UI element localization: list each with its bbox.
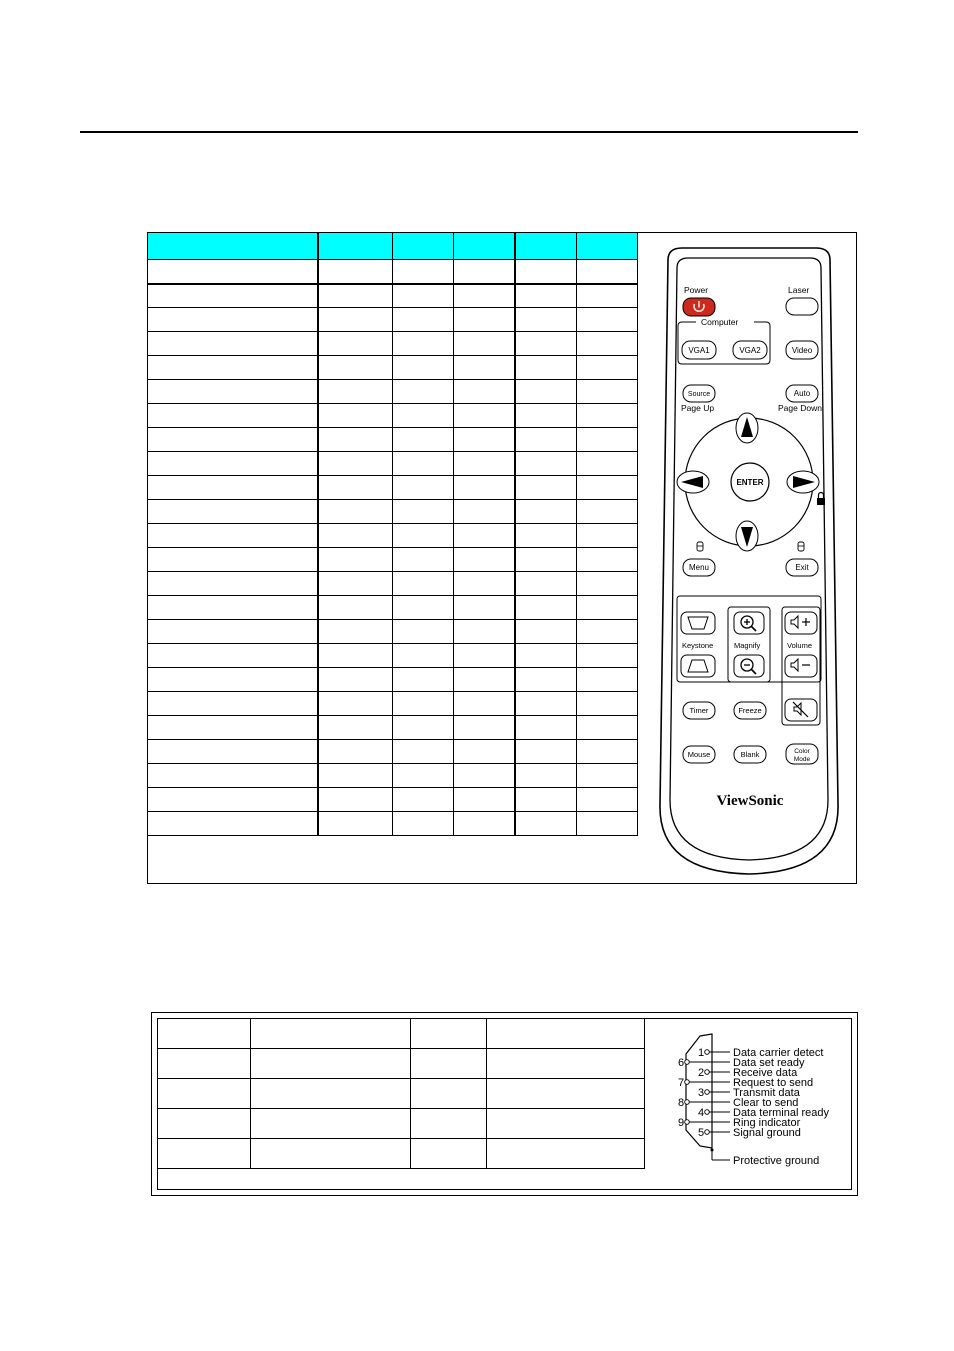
ir-table-cell [318, 476, 393, 500]
pin-table-cell [158, 1049, 251, 1079]
laser-button[interactable] [786, 298, 818, 315]
ir-table-cell [515, 404, 577, 428]
ir-table-cell [318, 716, 393, 740]
ir-table-cell [515, 716, 577, 740]
ir-table-cell [454, 428, 515, 452]
pin-table-cell [251, 1079, 411, 1109]
keystone-down-button[interactable] [681, 655, 715, 677]
computer-label: Computer [701, 317, 739, 327]
ir-table-cell [454, 764, 515, 788]
ir-table-cell [515, 692, 577, 716]
ir-table-cell [577, 476, 638, 500]
ir-table-row [148, 812, 638, 836]
ir-table-cell [318, 692, 393, 716]
magnify-out-button[interactable] [734, 655, 764, 677]
pin-table-cell [411, 1109, 487, 1139]
ir-table-header-row [148, 233, 638, 260]
ir-table-row [148, 524, 638, 548]
ir-table-cell [393, 764, 454, 788]
ir-table-cell [148, 596, 318, 620]
pin-table-cell [251, 1019, 411, 1049]
down-arrow-button[interactable] [736, 521, 758, 551]
keystone-label: Keystone [682, 641, 714, 650]
pin-number: 7 [678, 1077, 685, 1089]
ir-table-cell [148, 812, 318, 836]
ir-table-cell [577, 428, 638, 452]
pin-table-cell [411, 1019, 487, 1049]
ir-table-cell [577, 596, 638, 620]
ir-table-cell [577, 788, 638, 812]
ir-table-cell [515, 620, 577, 644]
pin-number: 8 [678, 1097, 685, 1109]
ir-table-row [148, 764, 638, 788]
pin-table-cell [158, 1139, 251, 1169]
ir-table-cell [454, 233, 515, 260]
ir-table-cell [454, 596, 515, 620]
svg-text:VGA2: VGA2 [739, 346, 761, 355]
page-down-label: Page Down [778, 403, 822, 413]
pin-table-row [158, 1079, 645, 1109]
ir-table-cell [393, 644, 454, 668]
ir-table-cell [148, 380, 318, 404]
right-arrow-button[interactable] [787, 471, 819, 493]
ir-table-cell [577, 692, 638, 716]
ir-table-cell [577, 284, 638, 308]
pin-table-cell [487, 1109, 645, 1139]
pin-table-cell [411, 1049, 487, 1079]
ir-table-cell [393, 476, 454, 500]
power-label: Power [684, 285, 709, 295]
ir-table-cell [515, 596, 577, 620]
source-button[interactable] [683, 385, 715, 402]
ir-table-cell [148, 644, 318, 668]
magnify-in-button[interactable] [734, 612, 764, 634]
ir-table-cell [393, 596, 454, 620]
timer-button[interactable] [683, 702, 715, 719]
mouse-right-icon [798, 542, 804, 551]
pin-table-cell [411, 1079, 487, 1109]
svg-text:Mode: Mode [793, 756, 811, 763]
ir-table-cell [515, 668, 577, 692]
pin-number: 2 [698, 1067, 705, 1079]
ir-table-row [148, 260, 638, 284]
color-mode-button[interactable] [786, 744, 818, 764]
pin-table-cell [411, 1139, 487, 1169]
ir-table-cell [393, 668, 454, 692]
ir-table-cell [318, 740, 393, 764]
ir-table-cell [515, 644, 577, 668]
pin-number: 4 [698, 1107, 705, 1119]
video-button[interactable] [786, 341, 818, 359]
ir-table-cell [393, 524, 454, 548]
page-up-label: Page Up [681, 403, 715, 413]
ir-table-cell [148, 668, 318, 692]
auto-button[interactable] [786, 385, 818, 402]
svg-text:Video: Video [791, 346, 813, 355]
magnify-label: Magnify [734, 641, 761, 650]
ir-table-cell [454, 788, 515, 812]
ir-table-cell [393, 356, 454, 380]
pin-dot [705, 1050, 710, 1055]
ir-code-table [147, 232, 638, 836]
ir-table-cell [577, 548, 638, 572]
svg-text:Auto: Auto [793, 389, 811, 398]
ir-table-cell [318, 332, 393, 356]
ir-table-cell [393, 500, 454, 524]
ir-table-cell [515, 380, 577, 404]
ir-table-cell [148, 404, 318, 428]
ir-table-row [148, 620, 638, 644]
pin-table-cell [158, 1019, 251, 1049]
pin-table-cell [251, 1139, 411, 1169]
menu-button[interactable] [683, 559, 715, 576]
pin-table-row [158, 1139, 645, 1169]
ir-table-cell [454, 548, 515, 572]
ir-table-cell [318, 284, 393, 308]
ir-table-cell [318, 788, 393, 812]
blank-button[interactable] [734, 746, 766, 763]
ir-table-row [148, 668, 638, 692]
ir-table-cell [577, 380, 638, 404]
ir-table-cell [318, 764, 393, 788]
header-rule [80, 131, 858, 133]
ir-table-cell [454, 668, 515, 692]
ir-table-cell [515, 332, 577, 356]
ir-table-row [148, 548, 638, 572]
ir-table-cell [148, 356, 318, 380]
volume-label: Volume [787, 641, 813, 650]
ir-table-cell [515, 548, 577, 572]
ir-table-cell [515, 233, 577, 260]
db9-pin-diagram [660, 1030, 850, 1180]
ir-table-cell [318, 548, 393, 572]
ir-table-cell [454, 644, 515, 668]
ir-table-cell [393, 452, 454, 476]
ir-table-cell [318, 500, 393, 524]
lock-icon [817, 493, 825, 506]
ir-table-cell [515, 812, 577, 836]
ir-table-cell [148, 740, 318, 764]
pin-label: Data set ready [733, 1057, 805, 1069]
ir-table-cell [454, 356, 515, 380]
svg-text:Mouse: Mouse [687, 750, 711, 759]
remote-control-illustration [648, 244, 850, 880]
ir-table-cell [577, 620, 638, 644]
svg-text:ENTER: ENTER [736, 478, 764, 487]
pin-label: Data terminal ready [733, 1107, 829, 1119]
pin-table-row [158, 1049, 645, 1079]
ir-table-cell [577, 404, 638, 428]
ir-table-cell [515, 764, 577, 788]
ir-table-cell [148, 524, 318, 548]
ir-table-cell [318, 308, 393, 332]
ir-table-cell [577, 812, 638, 836]
pin-label: Receive data [733, 1067, 798, 1079]
ir-table-row [148, 644, 638, 668]
pin-label: Ring indicator [733, 1117, 801, 1129]
ir-table-cell [148, 764, 318, 788]
ir-table-cell [454, 284, 515, 308]
ir-table-row [148, 692, 638, 716]
ir-table-row [148, 428, 638, 452]
ir-table-cell [148, 260, 318, 284]
protective-ground-label: Protective ground [733, 1155, 820, 1167]
volume-up-button[interactable] [785, 612, 817, 634]
ir-table-cell [148, 332, 318, 356]
ir-table-cell [148, 788, 318, 812]
ir-table-cell [148, 428, 318, 452]
ir-table-cell [577, 644, 638, 668]
ir-table-cell [318, 380, 393, 404]
ir-table-cell [577, 572, 638, 596]
enter-button[interactable] [731, 463, 769, 501]
ir-table-cell [393, 620, 454, 644]
ir-table-cell [393, 716, 454, 740]
ir-table-cell [393, 332, 454, 356]
ir-table-row [148, 452, 638, 476]
ir-table-cell [577, 452, 638, 476]
pin-dot [705, 1110, 710, 1115]
ir-table-cell [577, 233, 638, 260]
ir-table-cell [393, 404, 454, 428]
ir-table-cell [148, 476, 318, 500]
ir-table-cell [318, 596, 393, 620]
ir-table-cell [454, 740, 515, 764]
ir-table-cell [318, 428, 393, 452]
ir-table-row [148, 500, 638, 524]
vga2-button[interactable] [733, 341, 767, 359]
ir-table-cell [577, 332, 638, 356]
pin-dot [685, 1060, 690, 1065]
pin-dot [705, 1130, 710, 1135]
svg-text:Color: Color [794, 748, 810, 755]
pin-table-cell [158, 1109, 251, 1139]
ir-table-cell [318, 620, 393, 644]
ir-table-cell [318, 452, 393, 476]
ir-table-cell [515, 524, 577, 548]
ir-table-cell [454, 620, 515, 644]
ir-table-cell [454, 476, 515, 500]
pin-table-row [158, 1109, 645, 1139]
pin-label: Transmit data [733, 1087, 800, 1099]
ir-table-cell [454, 812, 515, 836]
ir-table-cell [393, 428, 454, 452]
pin-dot [685, 1080, 690, 1085]
ir-table-cell [318, 260, 393, 284]
ir-table-cell [148, 548, 318, 572]
ir-table-cell [577, 260, 638, 284]
ir-table-cell [577, 716, 638, 740]
ir-table-cell [393, 572, 454, 596]
freeze-button[interactable] [734, 702, 766, 719]
ir-table-cell [318, 812, 393, 836]
ir-table-row [148, 380, 638, 404]
ir-table-cell [515, 428, 577, 452]
ir-table-cell [515, 788, 577, 812]
ir-table-cell [393, 308, 454, 332]
mouse-button[interactable] [683, 746, 715, 763]
brand-logo: ViewSonic [716, 793, 784, 809]
ir-table-cell [393, 812, 454, 836]
ir-table-cell [148, 572, 318, 596]
ir-table-cell [318, 668, 393, 692]
pin-assignment-table [157, 1018, 645, 1169]
ir-table-cell [454, 308, 515, 332]
svg-text:Menu: Menu [688, 563, 710, 572]
pin-number: 1 [698, 1047, 705, 1059]
ir-table-cell [148, 500, 318, 524]
pin-table-cell [158, 1079, 251, 1109]
ir-table-cell [577, 356, 638, 380]
ir-table-cell [393, 233, 454, 260]
ir-table-row [148, 572, 638, 596]
ir-table-cell [318, 233, 393, 260]
pin-table-cell [487, 1079, 645, 1109]
ir-table-cell [515, 740, 577, 764]
ir-table-cell [515, 452, 577, 476]
ir-table-cell [454, 404, 515, 428]
pin-number: 6 [678, 1057, 685, 1069]
ir-table-row [148, 596, 638, 620]
svg-text:Timer: Timer [689, 706, 709, 715]
ir-table-cell [148, 284, 318, 308]
ir-table-cell [454, 572, 515, 596]
pin-number: 3 [698, 1087, 705, 1099]
pin-label: Request to send [733, 1077, 814, 1089]
pin-table-cell [487, 1139, 645, 1169]
ir-table-cell [148, 233, 318, 260]
left-arrow-button[interactable] [677, 471, 709, 493]
ir-table-cell [454, 500, 515, 524]
ir-table-cell [318, 356, 393, 380]
ir-table-cell [393, 692, 454, 716]
ir-table-row [148, 740, 638, 764]
ir-table-cell [577, 500, 638, 524]
ir-table-cell [454, 260, 515, 284]
ir-table-cell [577, 668, 638, 692]
pin-label: Data carrier detect [733, 1047, 824, 1059]
ir-table-cell [515, 500, 577, 524]
vga1-button[interactable] [682, 341, 716, 359]
svg-text:Blank: Blank [740, 750, 760, 759]
ir-table-cell [515, 260, 577, 284]
ir-table-cell [393, 260, 454, 284]
ir-table-row [148, 308, 638, 332]
ir-table-cell [515, 476, 577, 500]
ir-table-cell [318, 572, 393, 596]
pin-number: 5 [698, 1127, 705, 1139]
laser-label: Laser [788, 285, 810, 295]
exit-button[interactable] [786, 559, 818, 576]
ir-table-cell [515, 356, 577, 380]
ir-table-row [148, 332, 638, 356]
ir-table-row [148, 404, 638, 428]
ir-table-cell [318, 644, 393, 668]
ir-table-cell [454, 380, 515, 404]
up-arrow-button[interactable] [736, 413, 758, 443]
pin-table-row [158, 1019, 645, 1049]
ir-table-cell [148, 716, 318, 740]
pin-table-cell [251, 1049, 411, 1079]
pin-dot [705, 1070, 710, 1075]
ir-table-cell [515, 284, 577, 308]
pin-label: Clear to send [733, 1097, 799, 1109]
ir-table-cell [393, 788, 454, 812]
ir-table-cell [148, 620, 318, 644]
keystone-up-button[interactable] [681, 612, 715, 634]
ir-table-cell [515, 572, 577, 596]
volume-down-button[interactable] [785, 655, 817, 677]
ir-table-cell [148, 308, 318, 332]
ir-table-row [148, 716, 638, 740]
ir-table-row [148, 356, 638, 380]
pin-label: Signal ground [733, 1127, 801, 1139]
svg-text:Freeze: Freeze [738, 706, 762, 715]
ir-table-cell [393, 548, 454, 572]
power-button[interactable] [683, 298, 715, 316]
pin-table-cell [487, 1019, 645, 1049]
pin-table-cell [487, 1049, 645, 1079]
ir-table-cell [454, 692, 515, 716]
pin-dot [685, 1120, 690, 1125]
ir-table-cell [148, 692, 318, 716]
ir-table-cell [318, 524, 393, 548]
pin-dot [705, 1090, 710, 1095]
mouse-left-icon [697, 542, 703, 551]
svg-text:Source: Source [687, 391, 711, 398]
ir-table-cell [577, 308, 638, 332]
ir-table-cell [148, 452, 318, 476]
ir-table-row [148, 476, 638, 500]
ir-table-cell [515, 308, 577, 332]
mute-button[interactable] [785, 699, 817, 721]
pin-dot [685, 1100, 690, 1105]
pin-table-cell [251, 1109, 411, 1139]
ir-table-cell [393, 284, 454, 308]
ir-table-row [148, 788, 638, 812]
ir-table-cell [454, 716, 515, 740]
svg-text:VGA1: VGA1 [688, 346, 710, 355]
ir-table-cell [454, 524, 515, 548]
svg-text:Exit: Exit [795, 563, 809, 572]
ir-table-cell [454, 452, 515, 476]
ir-table-cell [577, 764, 638, 788]
pin-number: 9 [678, 1117, 685, 1129]
ir-table-cell [318, 404, 393, 428]
ir-table-row [148, 284, 638, 308]
ir-table-cell [454, 332, 515, 356]
ir-table-cell [577, 740, 638, 764]
ir-table-cell [577, 524, 638, 548]
ir-table-cell [393, 740, 454, 764]
ir-table-cell [393, 380, 454, 404]
